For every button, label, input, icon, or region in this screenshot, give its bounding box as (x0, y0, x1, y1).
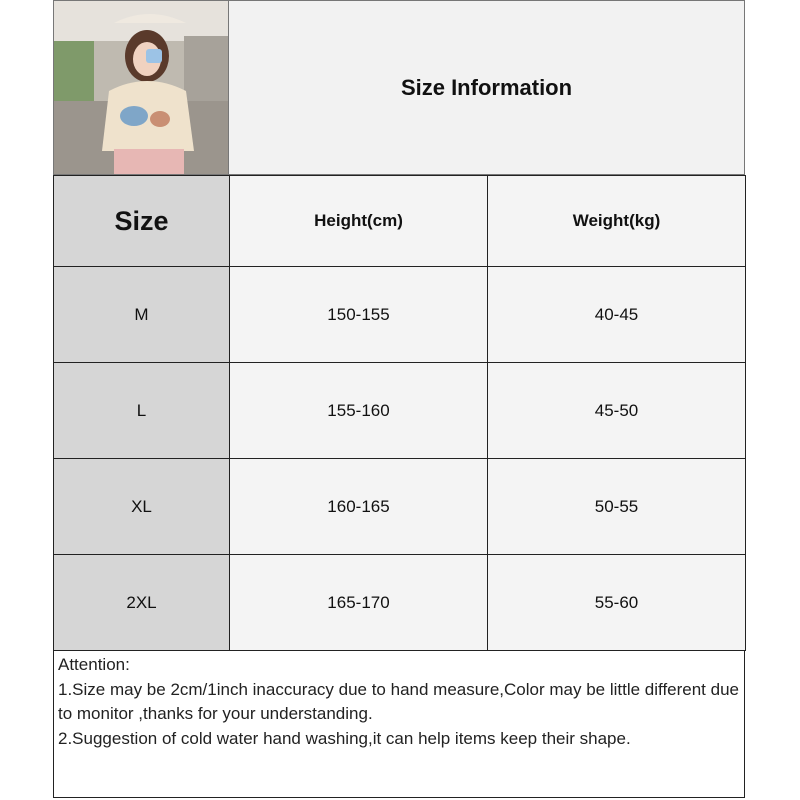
table-row (54, 267, 746, 363)
weight-cell: 55-60 (488, 555, 746, 651)
notes-heading: Attention: (58, 655, 130, 674)
table-row (54, 555, 746, 651)
height-cell: 150-155 (230, 267, 488, 363)
table-row (54, 459, 746, 555)
weight-cell: 45-50 (488, 363, 746, 459)
height-cell: 160-165 (230, 459, 488, 555)
header-height: Height(cm) (230, 176, 488, 267)
header-size: Size (54, 176, 230, 267)
size-table (53, 175, 746, 651)
table-header-row (54, 176, 746, 267)
attention-notes (53, 651, 745, 798)
size-cell: L (54, 363, 230, 459)
size-information-header (229, 0, 745, 175)
size-chart-sheet (53, 0, 745, 798)
height-cell: 165-170 (230, 555, 488, 651)
weight-cell: 40-45 (488, 267, 746, 363)
weight-cell: 50-55 (488, 459, 746, 555)
size-cell: XL (54, 459, 230, 555)
notes-line-1: 1.Size may be 2cm/1inch inaccuracy due to hand measure,Color may be little different due to monitor ,thanks for your understanding. (58, 679, 739, 723)
notes-line-2: 2.Suggestion of cold water hand washing,it can help items keep their shape. (58, 728, 631, 748)
page-title: Size Information (400, 74, 573, 100)
header-weight: Weight(kg) (488, 176, 746, 267)
size-cell: M (54, 267, 230, 363)
size-cell: 2XL (54, 555, 230, 651)
product-photo (53, 0, 229, 175)
table-row (54, 363, 746, 459)
height-cell: 155-160 (230, 363, 488, 459)
